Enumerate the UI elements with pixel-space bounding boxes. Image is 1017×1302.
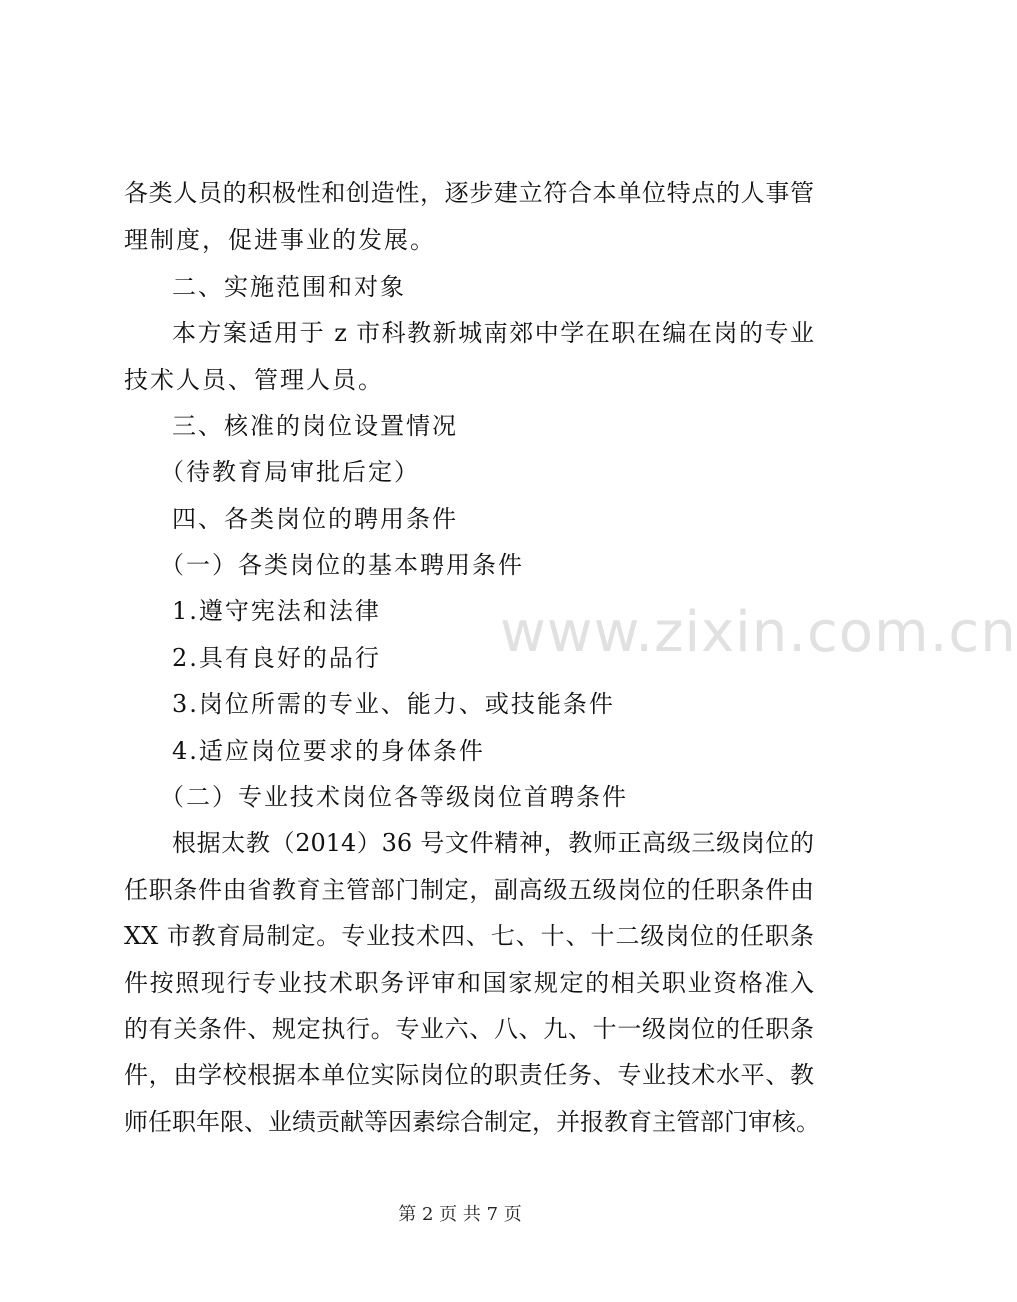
section-heading: 四、各类岗位的聘用条件: [172, 505, 458, 533]
paragraph-line: 的有关条件、规定执行。专业六、八、九、十一级岗位的任职条: [124, 1015, 814, 1043]
watermark: www.zixin.com.cn: [500, 600, 1017, 665]
paragraph-line: 根据太教（2014）36 号文件精神，教师正高级三级岗位的: [172, 829, 814, 857]
list-item: 1.遵守宪法和法律: [172, 597, 381, 625]
paragraph-line: 各类人员的积极性和创造性，逐步建立符合本单位特点的人事管: [124, 179, 814, 207]
section-heading: 二、实施范围和对象: [172, 273, 406, 301]
paragraph-line: 技术人员、管理人员。: [124, 366, 384, 394]
subsection-heading: （一）各类岗位的基本聘用条件: [160, 551, 524, 579]
paragraph-line: 件按照现行专业技术职务评审和国家规定的相关职业资格准入: [124, 969, 814, 997]
paragraph-line: 本方案适用于 z 市科教新城南郊中学在职在编在岗的专业: [172, 319, 814, 347]
paragraph-line: 理制度，促进事业的发展。: [124, 226, 436, 254]
paragraph-line: XX 市教育局制定。专业技术四、七、十、十二级岗位的任职条: [124, 922, 814, 950]
paragraph-line: 师任职年限、业绩贡献等因素综合制定，并报教育主管部门审核。: [124, 1108, 820, 1136]
page-footer: 第 2 页 共 7 页: [398, 1204, 522, 1225]
subsection-heading: （二）专业技术岗位各等级岗位首聘条件: [160, 783, 628, 811]
section-heading: 三、核准的岗位设置情况: [172, 412, 458, 440]
paragraph-line: （待教育局审批后定）: [160, 458, 420, 486]
list-item: 4.适应岗位要求的身体条件: [172, 737, 485, 765]
list-item: 2.具有良好的品行: [172, 644, 381, 672]
paragraph-line: 件，由学校根据本单位实际岗位的职责任务、专业技术水平、教: [124, 1061, 814, 1089]
list-item: 3.岗位所需的专业、能力、或技能条件: [172, 690, 615, 718]
paragraph-line: 任职条件由省教育主管部门制定，副高级五级岗位的任职条件由: [124, 876, 814, 904]
